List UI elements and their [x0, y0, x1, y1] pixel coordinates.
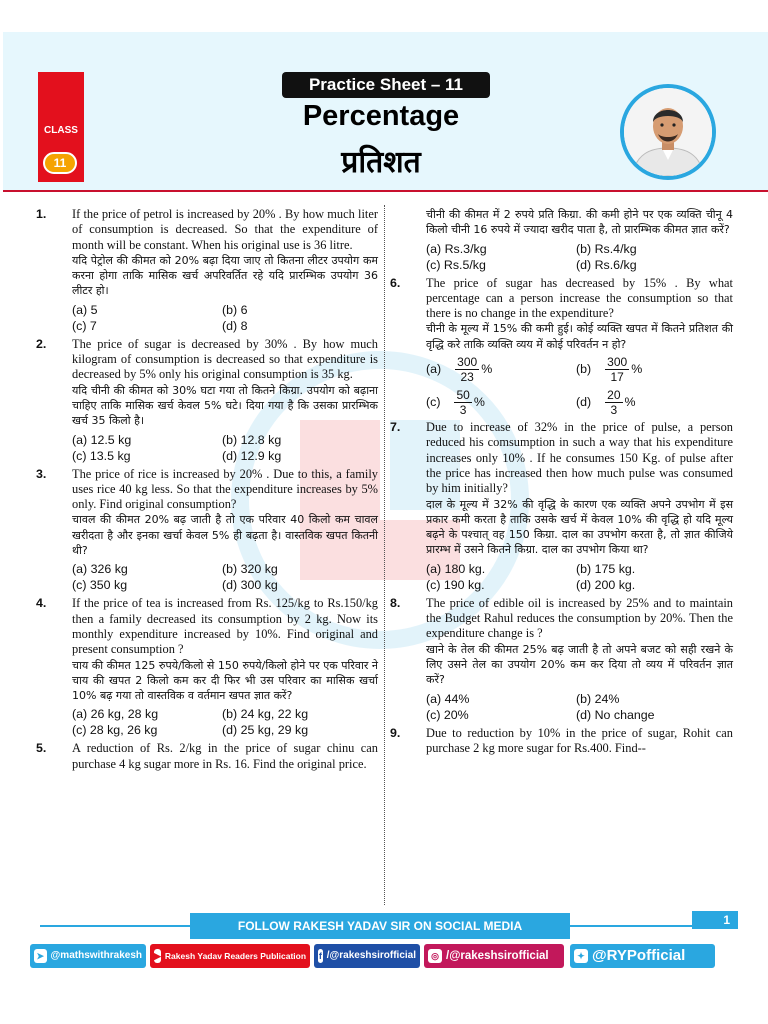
- question-5-continued: [390, 207, 733, 273]
- instagram-icon: ◎: [428, 949, 442, 963]
- question-3: [36, 467, 378, 594]
- question-text-en: If the price of tea is increased from Rs. 125/kg to Rs.150/kg then a family decreased its consumption by 2 kg. Now its monthly expenditure increased by 10%. Find original and present consumption ?: [72, 596, 378, 657]
- fraction: [605, 388, 622, 417]
- option-b: (b) 175 kg.: [576, 561, 636, 576]
- social-handle: @mathswithrakesh: [50, 950, 142, 961]
- social-links: [30, 944, 740, 972]
- fraction: [455, 355, 479, 384]
- option-a: (a) 326 kg: [72, 562, 128, 577]
- denominator: 23: [460, 370, 474, 385]
- avatar: [620, 84, 716, 180]
- denominator: 17: [610, 370, 624, 385]
- question-text-hi: चावल की कीमत 20% बढ़ जाती है तो एक परिवार 40 किलो कम चावल खरीदता है और इनका खर्चा केवल 5% ही बढ़ता है। वास्तविक खपत कितनी थी?: [72, 513, 378, 558]
- option-b: (b) 6: [222, 302, 248, 317]
- left-column: [36, 207, 378, 772]
- question-4: [36, 596, 378, 738]
- social-handle: Rakesh Yadav Readers Publication: [164, 951, 307, 961]
- option-b: (b) 24%: [576, 691, 620, 706]
- numerator: 300: [607, 355, 628, 370]
- options: [426, 691, 733, 723]
- option-c: (c) 190 kg.: [426, 577, 485, 592]
- telegram-icon: ➤: [34, 949, 47, 963]
- numerator: 50: [456, 388, 470, 403]
- social-handle: /@rakeshsirofficial: [446, 950, 549, 962]
- option-c: (c) Rs.5/kg: [426, 257, 486, 272]
- question-8: [390, 596, 733, 723]
- fraction: [605, 355, 629, 384]
- question-text-en: A reduction of Rs. 2/kg in the price of sugar chinu can purchase 4 kg sugar more in Rs. 16. Find the original price.: [72, 741, 378, 771]
- option-b: (b) 12.8 kg: [222, 432, 282, 447]
- option-b: (b) 24 kg, 22 kg: [222, 707, 309, 722]
- denominator: 3: [459, 403, 467, 418]
- question-number: 8.: [390, 595, 401, 610]
- percent-sign: %: [473, 394, 485, 409]
- question-text-en: The price of edible oil is increased by 25% and to maintain the Budget Rahul reduces the consumption by 20%. Then the expenditure change is ?: [426, 595, 733, 641]
- teacher-portrait-icon: [624, 88, 712, 176]
- option-d: (d) 200 kg.: [576, 577, 636, 592]
- sheet-title: Practice Sheet – 11: [282, 72, 490, 98]
- question-text-hi: खाने के तेल की कीमत 25% बढ़ जाती है तो अपने बजट को सही रखने के लिए उसने तेल का उपयोग 20% कम कर दिया तो व्यय में परिवर्तन ज्ञात करें?: [426, 642, 733, 687]
- option-d: (d) No change: [576, 707, 655, 722]
- facebook-icon: f: [318, 951, 322, 961]
- option-c: [426, 388, 576, 417]
- column-divider: [384, 205, 385, 905]
- options: [72, 706, 378, 738]
- page-title-hindi: प्रतिशत: [341, 145, 421, 180]
- question-text-hi: दाल के मूल्य में 32% की वृद्धि के कारण एक व्यक्ति अपने उपभोग में इस प्रकार कमी करता है ताकि उसके खर्च में केवल 10% की वृद्धि हो यदि मूल्य बढ़ने के पश्चात् वह 150 किग्रा. दाल का उपभोग करता है, तो ज्ञात कीजिये प्रारम्भ में उसने कितने किग्रा. दाल का उपभोग किया था?: [426, 497, 733, 557]
- question-text-hi: चीनी के मूल्य में 15% की कमी हुई। कोई व्यक्ति खपत में कितने प्रतिशत की वृद्धि करे ताकि व्यक्ति व्यय में कोई परिवर्तन न हो?: [426, 322, 733, 351]
- question-1: [36, 207, 378, 334]
- question-text-hi: चाय की कीमत 125 रुपये/किलो से 150 रुपये/किलो होने पर एक परिवार ने चाय की खपत 2 किलो कम कर दी फिर भी उस परिवार का मासिक खर्चा 10% बढ़ गया तो वास्तविक व वर्तमान खपत ज्ञात करें?: [72, 658, 378, 703]
- option-a: (a) 12.5 kg: [72, 432, 132, 447]
- options: [426, 241, 733, 273]
- youtube-icon: ▶: [154, 951, 161, 961]
- denominator: 3: [610, 403, 618, 418]
- telegram-link[interactable]: [30, 944, 146, 968]
- follow-banner: FOLLOW RAKESH YADAV SIR ON SOCIAL MEDIA: [190, 913, 570, 939]
- question-number: 5.: [36, 741, 47, 756]
- option-d: (d) 8: [222, 318, 248, 333]
- question-text-en: The price of sugar is decreased by 30% . By how much kilogram of consumption is decreased so that expenditure is decreased by 5% only his original consumption is 35 kg.: [72, 336, 378, 382]
- twitter-link[interactable]: [570, 944, 715, 968]
- class-number: 11: [43, 152, 77, 174]
- instagram-link[interactable]: [424, 944, 564, 968]
- question-number: 3.: [36, 466, 47, 481]
- option-c: (c) 20%: [426, 707, 469, 722]
- question-number: 9.: [390, 725, 401, 740]
- facebook-link[interactable]: [314, 944, 420, 968]
- social-handle: @RYPofficial: [592, 947, 686, 964]
- question-number: 6.: [390, 275, 401, 290]
- fraction-options: [426, 355, 733, 417]
- option-d: (d) 25 kg, 29 kg: [222, 723, 309, 738]
- option-a: (a) 44%: [426, 691, 470, 706]
- numerator: 20: [607, 388, 621, 403]
- twitter-icon: ✦: [574, 949, 588, 963]
- question-text-en: Due to increase of 32% in the price of pulse, a person reduced his comsumption in such a way that his expenditure increases only 10% . If he consumes 150 Kg. of pulse after the price has increased then how much pulse was consumed by him initially?: [426, 420, 733, 496]
- question-9: [390, 726, 733, 757]
- fraction: [454, 388, 471, 417]
- option-a: (a) 26 kg, 28 kg: [72, 707, 159, 722]
- options: [72, 561, 378, 593]
- numerator: 300: [457, 355, 478, 370]
- question-text-en: The price of sugar has decreased by 15% . By what percentage can a person increase the consumption so that there is no change in the expenditure?: [426, 275, 733, 321]
- options: [426, 561, 733, 593]
- option-label: (a): [426, 361, 442, 376]
- question-number: 7.: [390, 420, 401, 435]
- options: [72, 432, 378, 464]
- question-6: [390, 276, 733, 417]
- question-text-en: Due to reduction by 10% in the price of sugar, Rohit can purchase 2 kg more sugar for Rs.400. Find--: [426, 725, 733, 755]
- option-d: (d) Rs.6/kg: [576, 257, 637, 272]
- question-5: [36, 741, 378, 772]
- social-handle: /@rakeshsirofficial: [326, 950, 416, 961]
- question-number: 1.: [36, 207, 47, 221]
- option-c: (c) 350 kg: [72, 578, 128, 593]
- option-d: (d) 12.9 kg: [222, 448, 282, 463]
- youtube-link[interactable]: [150, 944, 310, 968]
- option-c: (c) 13.5 kg: [72, 448, 131, 463]
- option-label: (b): [576, 361, 592, 376]
- question-text-hi: चीनी की कीमत में 2 रुपये प्रति किग्रा. की कमी होने पर एक व्यक्ति चीनू 4 किलो चीनी 16 रुपये में ज्यादा खरीद पाता है, तो प्रारम्भिक कीमत ज्ञात करें?: [426, 208, 733, 237]
- option-b: (b) Rs.4/kg: [576, 241, 637, 256]
- right-column: [390, 207, 733, 756]
- percent-sign: %: [624, 394, 636, 409]
- option-label: (d): [576, 394, 592, 409]
- question-text-en: The price of rice is increased by 20% . Due to this, a family uses rice 40 kg less. So that the expenditure increases by 5% only. Find original consumption?: [72, 466, 378, 512]
- option-a: (a) Rs.3/kg: [426, 241, 487, 256]
- percent-sign: %: [631, 361, 643, 376]
- option-label: (c): [426, 394, 441, 409]
- option-d: (d) 300 kg: [222, 578, 278, 593]
- question-number: 2.: [36, 336, 47, 351]
- question-number: 4.: [36, 596, 47, 611]
- header-divider: [3, 190, 768, 192]
- question-7: [390, 420, 733, 593]
- class-label: CLASS: [44, 125, 78, 136]
- option-b: [576, 355, 726, 384]
- option-a: [426, 355, 576, 384]
- question-2: [36, 337, 378, 464]
- option-a: (a) 5: [72, 302, 98, 317]
- option-d: [576, 388, 726, 417]
- option-b: (b) 320 kg: [222, 562, 278, 577]
- options: [72, 302, 378, 334]
- option-c: (c) 28 kg, 26 kg: [72, 723, 158, 738]
- option-c: (c) 7: [72, 318, 97, 333]
- page-title: Percentage: [302, 100, 460, 132]
- question-text-hi: यदि चीनी की कीमत को 30% घटा गया तो कितने किग्रा. उपयोग को बढ़ाना चाहिए ताकि मासिक खर्च केवल 5% घटे। दिया गया है कि उसका प्रारम्भिक खर्च 35 किलो है।: [72, 383, 378, 428]
- question-text-hi: यदि पेट्रोल की कीमत को 20% बढ़ा दिया जाए तो कितना लीटर उपयोग कम करना होगा ताकि मासिक खर्च अपरिवर्तित रहे यदि प्रारम्भिक उपयोग 36 लीटर हो।: [72, 253, 378, 298]
- question-text-en: If the price of petrol is increased by 20% . By how much liter of consumption is decreased. So that the expenditure of month will be constant. When his original use is 36 litre.: [72, 207, 378, 252]
- option-a: (a) 180 kg.: [426, 561, 486, 576]
- page-number: 1: [692, 911, 738, 929]
- percent-sign: %: [481, 361, 493, 376]
- class-badge: [38, 72, 84, 182]
